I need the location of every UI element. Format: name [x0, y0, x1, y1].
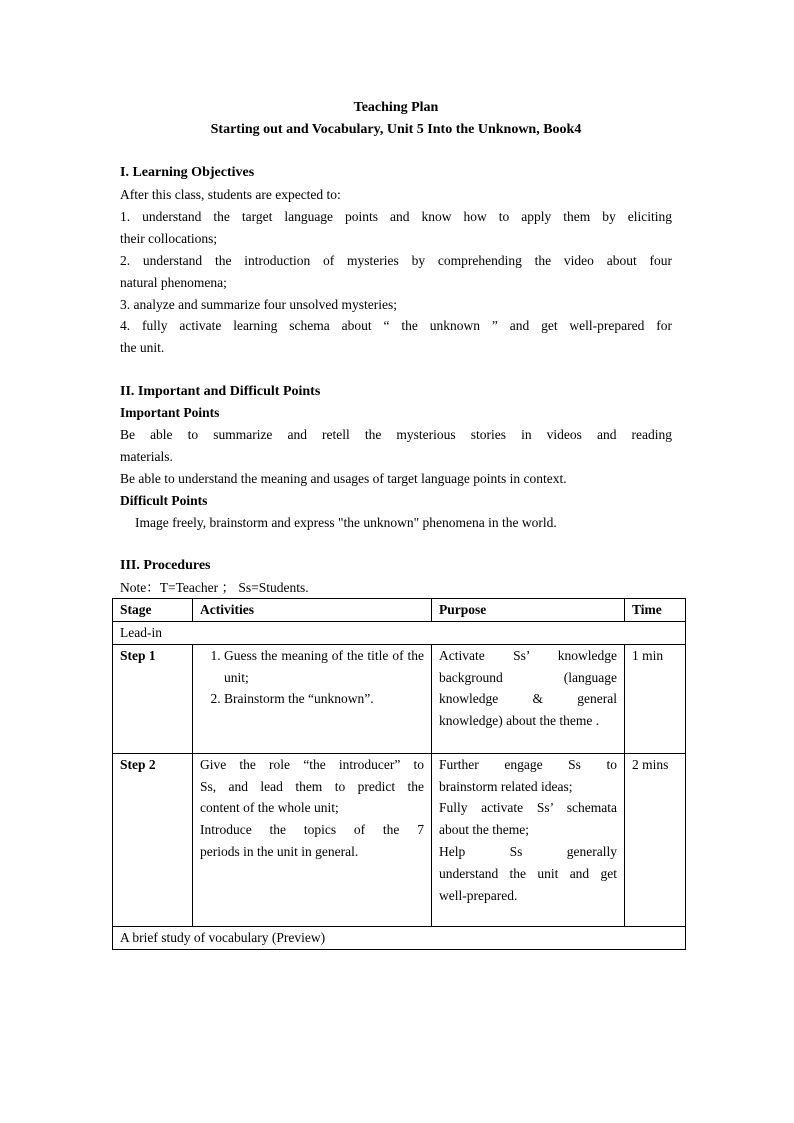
- important-point-line-3: Be able to understand the meaning and usages of target language points in context.: [120, 471, 567, 486]
- objective-3: 3. analyze and summarize four unsolved mysteries;: [120, 297, 398, 312]
- vocabulary-label: A brief study of vocabulary (Preview): [113, 926, 686, 949]
- leadin-label: Lead-in: [113, 622, 686, 645]
- table-row-step-1: [113, 644, 686, 753]
- step-2-purpose-line: brainstorm related ideas;: [439, 778, 573, 794]
- step-2-activity-line: Ss, and lead them to predict the: [200, 778, 424, 794]
- table-row-step-2: [113, 753, 686, 926]
- objective-2-line-2: natural phenomena;: [120, 275, 227, 290]
- difficult-point-line-1: Image freely, brainstorm and express "the unknown" phenomena in the world.: [135, 515, 557, 530]
- table-row-leadin: [113, 622, 686, 645]
- step-2-activities: [193, 753, 432, 926]
- column-header-purpose: Purpose: [432, 599, 625, 622]
- procedures-note: Note：T=Teacher ； Ss=Students.: [120, 580, 309, 595]
- document-title: Teaching Plan: [353, 100, 439, 115]
- section-heading-points: II. Important and Difficult Points: [120, 384, 321, 399]
- step-1-purpose-line: background (language: [439, 669, 617, 685]
- objective-1-line-1: 1. understand the target language points and know how to apply them by eliciting: [120, 209, 672, 224]
- step-2-activity-line: periods in the unit in general.: [200, 843, 359, 859]
- section-heading-objectives: I. Learning Objectives: [120, 165, 255, 180]
- step-2-purpose-line: understand the unit and get: [439, 865, 617, 881]
- objective-4-line-2: the unit.: [120, 340, 165, 355]
- objective-1-line-2: their collocations;: [120, 231, 218, 246]
- table-row-vocabulary: [113, 926, 686, 949]
- step-2-time: 2 mins: [625, 753, 686, 926]
- column-header-activities: Activities: [193, 599, 432, 622]
- step-2-purpose-line: Help Ss generally: [439, 843, 617, 859]
- step-1-purpose-line: knowledge) about the theme .: [439, 713, 600, 729]
- section-heading-procedures: III. Procedures: [120, 558, 211, 573]
- document-subtitle: Starting out and Vocabulary, Unit 5 Into the Unknown, Book4: [210, 122, 582, 137]
- step-1-purpose-line: knowledge & general: [439, 691, 617, 707]
- table-header-row: [113, 599, 686, 622]
- important-points-heading: Important Points: [120, 405, 220, 420]
- step-1-purpose-line: Activate Ss’ knowledge: [439, 647, 617, 663]
- column-header-stage: Stage: [113, 599, 193, 622]
- objective-4-line-1: 4. fully activate learning schema about “ the unknown ” and get well-prepared for: [120, 318, 672, 333]
- step-2-activity-line: Give the role “the introducer” to: [200, 756, 424, 772]
- step-2-purpose-line: Further engage Ss to: [439, 756, 617, 772]
- step-1-time: 1 min: [625, 644, 686, 753]
- step-2-purpose-line: Fully activate Ss’ schemata: [439, 800, 617, 816]
- objective-2-line-1: 2. understand the introduction of mysteries by comprehending the video about four: [120, 253, 672, 268]
- step-1-purpose: [432, 644, 625, 753]
- important-point-line-2: materials.: [120, 449, 173, 464]
- step-2-stage: Step 2: [113, 753, 193, 926]
- step-2-purpose-line: well-prepared.: [439, 887, 518, 903]
- step-1-activity-1: 1. Guess the meaning of the title of the unit;: [224, 645, 424, 689]
- step-2-purpose-line: about the theme;: [439, 822, 529, 838]
- step-2-activity-line: content of the whole unit;: [200, 800, 339, 816]
- procedures-table: [112, 598, 686, 950]
- step-1-activities: [193, 644, 432, 753]
- objectives-intro: After this class, students are expected to:: [120, 187, 341, 202]
- step-2-activity-line: Introduce the topics of the 7: [200, 822, 424, 838]
- step-1-activity-2: 2. Brainstorm the “unknown”.: [224, 688, 424, 710]
- important-point-line-1: Be able to summarize and retell the mysterious stories in videos and reading: [120, 427, 672, 442]
- difficult-points-heading: Difficult Points: [120, 493, 208, 508]
- step-1-stage: Step 1: [113, 644, 193, 753]
- column-header-time: Time: [625, 599, 686, 622]
- step-2-purpose: [432, 753, 625, 926]
